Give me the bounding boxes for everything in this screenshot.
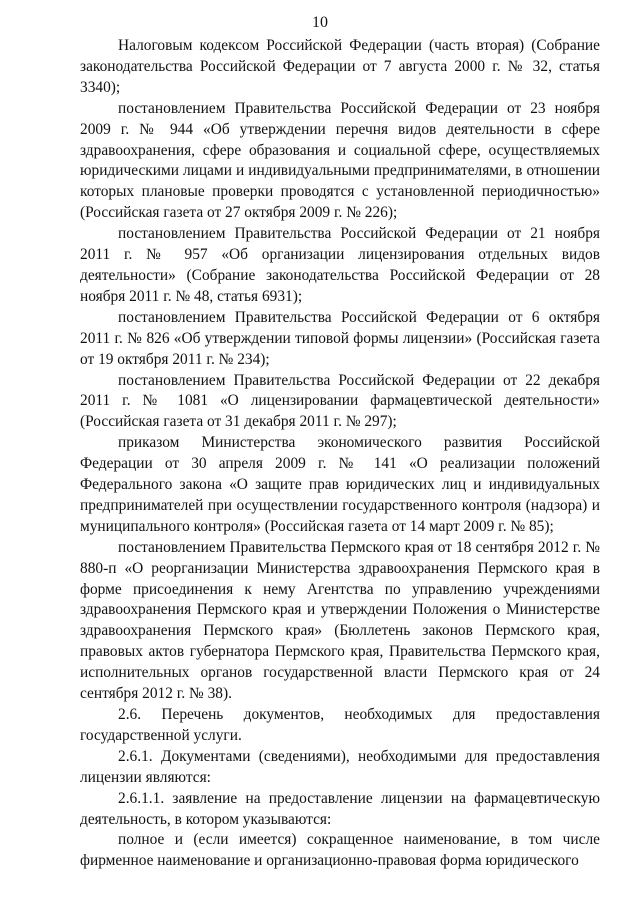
paragraph-resolution-957: постановлением Правительства Российской Федерации от 21 ноября 2011 г. № 957 «Об организации лицензирования отдельных видов деятельности» (Собрание законодательства Российской Федерации от 28 ноября 2011 г. № 48, статья 6931); — [80, 225, 600, 305]
section-2-6-1: 2.6.1. Документами (сведениями), необходимыми для предоставления лицензии являются: — [80, 747, 600, 786]
page-number: 10 — [312, 14, 328, 31]
paragraph-full-name: полное и (если имеется) сокращенное наименование, в том числе фирменное наименование и организационно-правовая форма юридического — [80, 831, 600, 870]
paragraph-resolution-1081: постановлением Правительства Российской Федерации от 22 декабря 2011 г. № 1081 «О лицензировании фармацевтической деятельности» (Российская газета от 31 декабря 2011 г. № 297); — [80, 371, 600, 431]
section-2-6-heading: 2.6. Перечень документов, необходимых для предоставления государственной услуги. — [80, 706, 600, 744]
paragraph-resolution-826: постановлением Правительства Российской Федерации от 6 октября 2011 г. № 826 «Об утверждении типовой формы лицензии» (Российская газета от 19 октября 2011 г. № 234); — [80, 308, 600, 368]
paragraph-tax-code: Налоговым кодексом Российской Федерации (часть вторая) (Собрание законодательства Российской Федерации от 7 августа 2000 г. № 32, статья 3340); — [80, 37, 600, 96]
section-2-6-1-1: 2.6.1.1. заявление на предоставление лицензии на фармацевтическую деятельность, в котором указываются: — [80, 789, 600, 828]
document-body — [80, 36, 600, 872]
paragraph-resolution-880p: постановлением Правительства Пермского края от 18 сентября 2012 г. № 880-п «О реорганизации Министерства здравоохранения Пермского края в форме присоединения к нему Агентства по управлению учреждениями здравоохранения Пермского края и утверждении Положения о Министерстве здравоохранения Пермского края» (Бюллетень законов Пермского края, правовых актов губернатора Пермского края, Правительства Пермского края, исполнительных органов государственной власти Пермского края от 24 сентября 2012 г. № 38). — [80, 538, 600, 703]
paragraph-order-141: приказом Министерства экономического развития Российской Федерации от 30 апреля 2009 г. № 141 «О реализации положений Федерального закона «О защите прав юридических лиц и индивидуальных предпринимателей при осуществлении государственного контроля (надзора) и муниципального контроля» (Российская газета от 14 март 2009 г. № 85); — [80, 434, 600, 535]
paragraph-resolution-944: постановлением Правительства Российской Федерации от 23 ноября 2009 г. № 944 «Об утверждении перечня видов деятельности в сфере здравоохранения, сфере образования и социальной сфере, осуществляемых юридическими лицами и индивидуальными предпринимателями, в отношении которых плановые проверки проводятся с установленной периодичностью» (Российская газета от 27 октября 2009 г. № 226); — [80, 99, 600, 222]
